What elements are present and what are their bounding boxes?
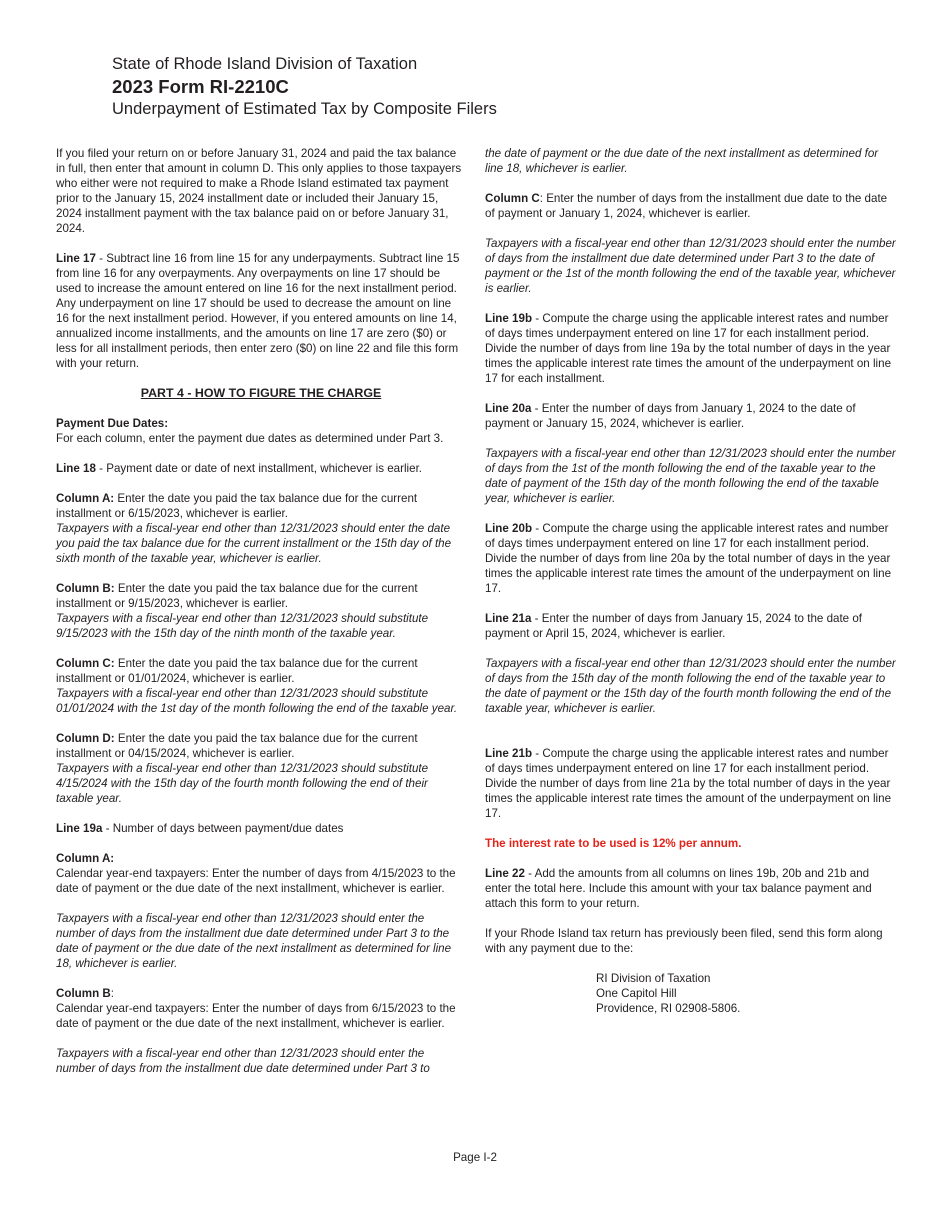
address-line: One Capitol Hill xyxy=(596,987,677,1000)
page-number: Page I-2 xyxy=(453,1151,497,1164)
line20b-paragraph xyxy=(485,521,897,596)
line20b-text: - Compute the charge using the applicable interest rates and number of days times underpayment entered on line 17 for each installment period. Divide the number of days from line 20a by the total number of days in the year times the applicable interest rate times the amount of the underpayment on line 17. xyxy=(485,522,892,595)
line19a-label: Line 19a xyxy=(56,822,103,835)
due-dates-text: For each column, enter the payment due dates as determined under Part 3. xyxy=(56,432,444,445)
line22-text: - Add the amounts from all columns on lines 19b, 20b and 21b and enter the total here. Include this amount with your tax balance payment and attach this form to your return. xyxy=(485,867,872,910)
line19a-column-c-fiscal-note: Taxpayers with a fiscal-year end other than 12/31/2023 should enter the number of days from the installment due date determined under Part 3 to the date of payment or the 1st of the month following the end of the taxable year, whichever is earlier. xyxy=(485,237,896,295)
column-d-label: Column D: xyxy=(56,732,115,745)
line18-label: Line 18 xyxy=(56,462,96,475)
form-title: 2023 Form RI-2210C xyxy=(112,76,289,97)
line19b-text: - Compute the charge using the applicable interest rates and number of days times underpayment entered on line 17 for each installment period. Divide the number of days from line 19a by the total number of days in the year times the applicable interest rate times the amount of the underpayment on line 17 for each installment. xyxy=(485,312,892,385)
line17-text: - Subtract line 16 from line 15 for any underpayments. Subtract line 15 from line 16 for any overpayments. Any overpayments on line 17 should be used to increase the amount entered on line 16 for the next installment period. Any underpayment on line 17 should be used to decrease the amount on line 16 for the next installment period. However, if you entered amounts on line 14, annualized income installments, and the amounts on line 17 are zero ($0) or less for all installment periods, then enter zero ($0) on line 22 and file this form with your return. xyxy=(56,252,460,370)
line18-text: - Payment date or date of next installment, whichever is earlier. xyxy=(95,462,423,475)
line20a-paragraph xyxy=(485,401,897,431)
due-dates-label: Payment Due Dates: xyxy=(56,417,169,430)
spacer xyxy=(485,731,897,746)
line19a-column-b-label: Column B xyxy=(56,987,111,1000)
line19a-column-c-text: : Enter the number of days from the installment due date to the date of payment or January 1, 2024, whichever is earlier. xyxy=(485,192,888,220)
interest-rate-note: The interest rate to be used is 12% per annum. xyxy=(485,837,742,850)
continued-fiscal-note: the date of payment or the due date of the next installment as determined for line 18, whichever is earlier. xyxy=(485,147,879,175)
intro-paragraph: If you filed your return on or before January 31, 2024 and paid the tax balance in full, then enter that amount in column D. This only applies to those taxpayers who either were not required to make a Rhode Island estimated tax payment prior to the January 15, 2024 installment date or included their January 15, 2024 installment payment with the tax balance paid on or before January 31, 2024. xyxy=(56,147,462,235)
line18-column-d xyxy=(56,731,466,806)
form-header xyxy=(112,54,497,120)
column-a-fiscal-note: Taxpayers with a fiscal-year end other than 12/31/2023 should enter the date you paid the tax balance due for the current installment or the 15th day of the sixth month of the taxable year, whichever is earlier. xyxy=(56,522,452,565)
due-dates-paragraph xyxy=(56,416,466,446)
line17-paragraph xyxy=(56,251,466,371)
column-c-fiscal-note: Taxpayers with a fiscal-year end other than 12/31/2023 should substitute 01/01/2024 with the 1st day of the month following the end of the taxable year. xyxy=(56,687,458,715)
line18-paragraph xyxy=(56,461,466,476)
line21a-paragraph xyxy=(485,611,897,641)
line19a-column-c-label: Column C xyxy=(485,192,540,205)
line18-column-b xyxy=(56,581,466,641)
line17-label: Line 17 xyxy=(56,252,96,265)
column-d-fiscal-note: Taxpayers with a fiscal-year end other than 12/31/2023 should substitute 4/15/2024 with the 15th day of the fourth month following the end of their taxable year. xyxy=(56,762,429,805)
column-b-text: Enter the date you paid the tax balance due for the current installment or 9/15/2023, whichever is earlier. xyxy=(56,582,418,610)
line19a-column-b xyxy=(56,986,466,1031)
line19a-column-b-fiscal-note: Taxpayers with a fiscal-year end other than 12/31/2023 should enter the number of days from the installment due date determined under Part 3 to xyxy=(56,1047,430,1075)
line21b-label: Line 21b xyxy=(485,747,533,760)
line19a-column-a xyxy=(56,851,466,896)
left-column xyxy=(56,146,466,1091)
line19a-column-b-text: Calendar year-end taxpayers: Enter the number of days from 6/15/2023 to the date of payment or the due date of the next installment, whichever is earlier. xyxy=(56,1002,456,1030)
column-a-text: Enter the date you paid the tax balance due for the current installment or 6/15/2023, whichever is earlier. xyxy=(56,492,418,520)
line21b-text: - Compute the charge using the applicable interest rates and number of days times underpayment entered on line 17 for each installment period. Divide the number of days from line 21a by the total number of days in the year times the applicable interest rate times the amount of the underpayment on line 17. xyxy=(485,747,892,820)
line21a-label: Line 21a xyxy=(485,612,532,625)
line20a-fiscal-note: Taxpayers with a fiscal-year end other than 12/31/2023 should enter the number of days from the 1st of the month following the end of the taxable year to the date of payment of the 15th day of the month following the end of the taxable year, whichever is earlier. xyxy=(485,447,896,505)
line19b-paragraph xyxy=(485,311,897,386)
right-column xyxy=(485,146,897,1016)
line20a-label: Line 20a xyxy=(485,402,532,415)
line20a-text: - Enter the number of days from January 1, 2024 to the date of payment or January 15, 2024, whichever is earlier. xyxy=(485,402,856,430)
line19a-column-c xyxy=(485,191,897,221)
line22-label: Line 22 xyxy=(485,867,525,880)
column-b-label: Column B: xyxy=(56,582,115,595)
line19a-column-b-colon: : xyxy=(110,987,114,1000)
line21b-paragraph xyxy=(485,746,897,821)
address-line: Providence, RI 02908-5806. xyxy=(596,1002,741,1015)
line19a-paragraph xyxy=(56,821,466,836)
column-a-label: Column A: xyxy=(56,492,115,505)
line20b-label: Line 20b xyxy=(485,522,533,535)
agency-name: State of Rhode Island Division of Taxation xyxy=(112,55,418,73)
line19a-column-a-text: Calendar year-end taxpayers: Enter the number of days from 4/15/2023 to the date of payment or the due date of the next installment, whichever is earlier. xyxy=(56,867,456,895)
line22-paragraph xyxy=(485,866,897,911)
column-c-text: Enter the date you paid the tax balance due for the current installment or 01/01/2024, whichever is earlier. xyxy=(56,657,418,685)
line19a-text: - Number of days between payment/due dates xyxy=(102,822,344,835)
column-d-text: Enter the date you paid the tax balance due for the current installment or 04/15/2024, whichever is earlier. xyxy=(56,732,418,760)
send-instructions: If your Rhode Island tax return has previously been filed, send this form along with any payment due to the: xyxy=(485,927,883,955)
line19a-column-a-label: Column A: xyxy=(56,852,115,865)
part4-heading: PART 4 - HOW TO FIGURE THE CHARGE xyxy=(140,386,382,400)
line21a-fiscal-note: Taxpayers with a fiscal-year end other than 12/31/2023 should enter the number of days from the 15th day of the month following the end of the taxable year to the date of payment or the 15th day of the fourth month following the end of the taxable year, whichever is earlier. xyxy=(485,657,896,715)
column-c-label: Column C: xyxy=(56,657,115,670)
line18-column-a xyxy=(56,491,466,566)
line19b-label: Line 19b xyxy=(485,312,533,325)
column-b-fiscal-note: Taxpayers with a fiscal-year end other than 12/31/2023 should substitute 9/15/2023 with the 15th day of the ninth month of the taxable year. xyxy=(56,612,429,640)
line18-column-c xyxy=(56,656,466,716)
mailing-address xyxy=(596,971,897,1016)
address-line: RI Division of Taxation xyxy=(596,972,711,985)
form-subtitle: Underpayment of Estimated Tax by Composite Filers xyxy=(112,100,497,118)
line19a-column-a-fiscal-note: Taxpayers with a fiscal-year end other than 12/31/2023 should enter the number of days from the installment due date determined under Part 3 to the date of payment or the due date of the next installment as determined for line 18, whichever is earlier. xyxy=(56,912,452,970)
line21a-text: - Enter the number of days from January 15, 2024 to the date of payment or April 15, 2024, whichever is earlier. xyxy=(485,612,863,640)
